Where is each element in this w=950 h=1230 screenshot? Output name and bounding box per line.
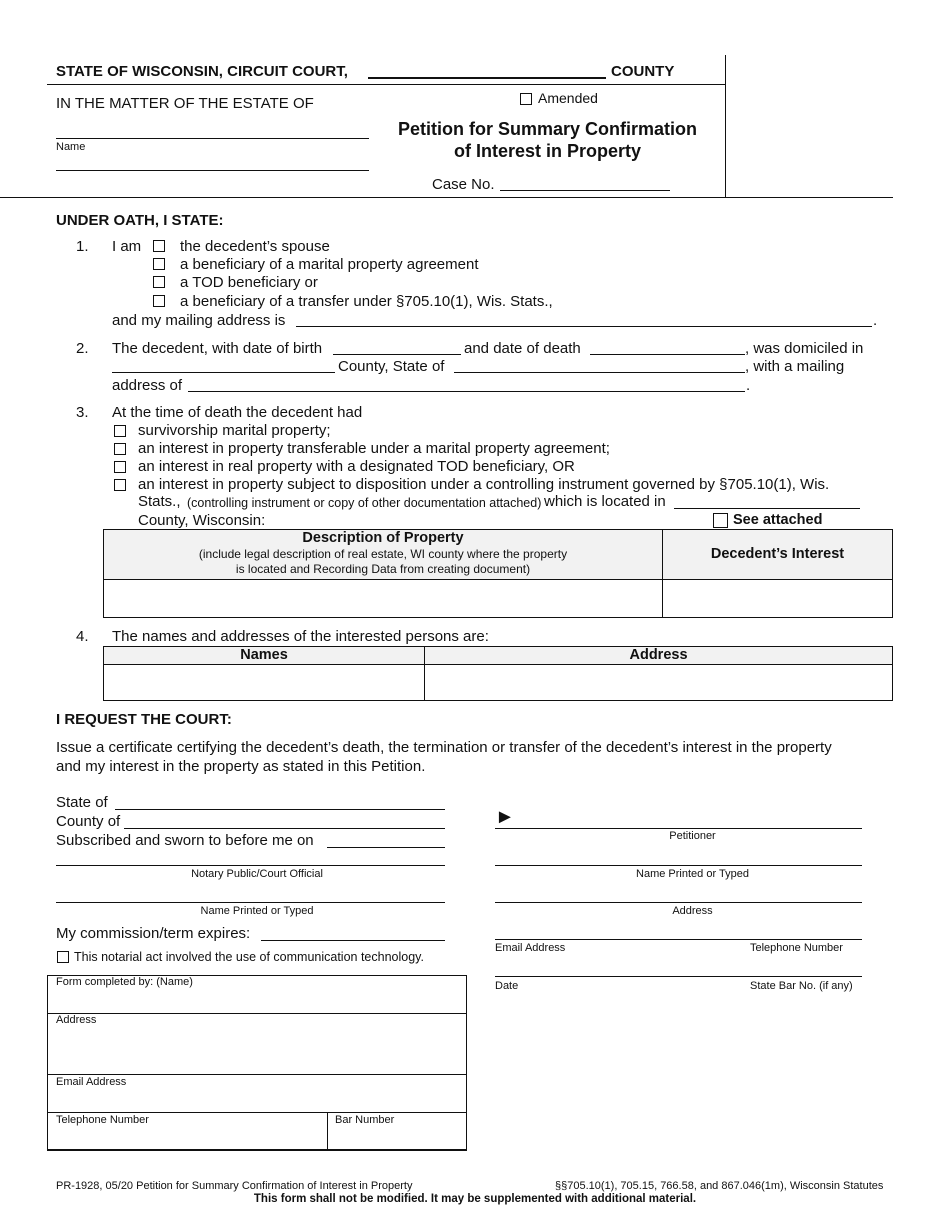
item1-number: 1.: [76, 238, 89, 255]
dob-field[interactable]: [333, 354, 461, 355]
petitioner-address-caption: Address: [672, 905, 713, 917]
county-of-field[interactable]: [124, 828, 445, 829]
mailing-address-field[interactable]: [296, 326, 872, 327]
item1-lead: I am: [112, 238, 142, 255]
spouse-checkbox[interactable]: [153, 240, 165, 252]
real-property-tod-checkbox[interactable]: [114, 461, 126, 473]
form-id: PR-1928, 05/20 Petition for Summary Confirmation of Interest in Property: [56, 1180, 413, 1192]
marital-transfer-checkbox[interactable]: [114, 443, 126, 455]
completed-row-rule-3: [47, 1112, 467, 1113]
amended-label: Amended: [538, 90, 598, 106]
transfer-beneficiary-checkbox[interactable]: [153, 295, 165, 307]
completed-phone-label[interactable]: Telephone Number: [56, 1114, 149, 1126]
address-of-label: address of: [112, 377, 183, 394]
item4-lead: The names and addresses of the interested persons are:: [112, 628, 489, 645]
oath-heading: UNDER OATH, I STATE:: [56, 212, 224, 229]
header-divider: [725, 55, 726, 197]
names-header: Names: [240, 647, 288, 663]
property-table-row[interactable]: [103, 579, 893, 618]
commission-label: My commission/term expires:: [56, 925, 251, 942]
option-tod-beneficiary: a TOD beneficiary or: [180, 274, 318, 291]
subscribed-label: Subscribed and sworn to before me on: [56, 832, 314, 849]
request-line-1: Issue a certificate certifying the decedent’s death, the termination or transfer of the decedent’s interest in the property: [56, 739, 832, 756]
tod-beneficiary-checkbox[interactable]: [153, 276, 165, 288]
petitioner-signature-field[interactable]: [495, 828, 862, 829]
completed-by-name-label[interactable]: Form completed by: (Name): [56, 976, 193, 988]
notary-signature-field[interactable]: [56, 865, 445, 866]
decedent-address-field[interactable]: [188, 391, 745, 392]
comm-tech-label: This notarial act involved the use of communication technology.: [74, 950, 424, 964]
item1-period: .: [873, 312, 878, 329]
option-real-property-tod: an interest in real property with a designated TOD beneficiary, OR: [138, 458, 575, 475]
request-heading: I REQUEST THE COURT:: [56, 711, 232, 728]
county-state-label: County, State of: [338, 358, 445, 375]
completed-row-rule-1: [47, 1013, 467, 1014]
survivorship-checkbox[interactable]: [114, 425, 126, 437]
completed-email-label[interactable]: Email Address: [56, 1076, 127, 1088]
domicile-county-field[interactable]: [112, 372, 335, 373]
commission-field[interactable]: [261, 940, 445, 941]
header-bottom-rule: [0, 197, 893, 198]
comm-tech-checkbox[interactable]: [57, 951, 69, 963]
stats-note: (controlling instrument or copy of other documentation attached): [187, 496, 542, 510]
completed-row-rule-2: [47, 1074, 467, 1075]
name-caption: Name: [56, 141, 86, 153]
footer-notice: This form shall not be modified. It may be supplemented with additional material.: [253, 1193, 697, 1205]
item2-period: .: [746, 377, 751, 394]
option-marital-agreement: a beneficiary of a marital property agreement: [180, 256, 479, 273]
mailing-address-label: and my mailing address is: [112, 312, 286, 329]
state-bar-caption: State Bar No. (if any): [750, 980, 853, 992]
see-attached-label: See attached: [733, 512, 823, 528]
notary-name-caption: Name Printed or Typed: [200, 905, 314, 917]
notary-caption: Notary Public/Court Official: [191, 868, 323, 880]
dod-field[interactable]: [590, 354, 745, 355]
address-header: Address: [629, 647, 688, 663]
notary-name-field[interactable]: [56, 902, 445, 903]
description-header: Description of Property (include legal description of real estate, WI county where the property is located and Recording Data from creating document): [198, 530, 568, 576]
page-title: Petition for Summary Confirmation of Interest in Property: [397, 119, 698, 161]
petitioner-contact-field[interactable]: [495, 939, 862, 940]
item3-lead: At the time of death the decedent had: [112, 404, 363, 421]
with-mailing-label: , with a mailing: [745, 358, 845, 375]
dob-label: The decedent, with date of birth: [112, 340, 323, 357]
domiciled-label: , was domiciled in: [745, 340, 864, 357]
state-of-label: State of: [56, 794, 108, 811]
petitioner-date-field[interactable]: [495, 976, 862, 977]
controlling-instrument-checkbox[interactable]: [114, 479, 126, 491]
item2-number: 2.: [76, 340, 89, 357]
option-survivorship: survivorship marital property;: [138, 422, 331, 439]
petitioner-phone-caption: Telephone Number: [750, 942, 843, 954]
request-line-2: and my interest in the property as stated in this Petition.: [56, 758, 426, 775]
petitioner-date-caption: Date: [495, 980, 519, 992]
completed-bar-number-label[interactable]: Bar Number: [335, 1114, 395, 1126]
petitioner-address-field[interactable]: [495, 902, 862, 903]
signature-arrow-icon: ►: [495, 806, 515, 828]
petitioner-name-caption: Name Printed or Typed: [636, 868, 749, 880]
petitioner-name-field[interactable]: [495, 865, 862, 866]
county-label: COUNTY: [611, 63, 675, 80]
persons-table-row[interactable]: [103, 664, 893, 701]
case-no-label: Case No.: [432, 176, 495, 193]
option-spouse: the decedent’s spouse: [180, 238, 330, 255]
county-wisconsin-label: County, Wisconsin:: [138, 512, 266, 529]
estate-name-field[interactable]: [56, 138, 369, 139]
option-transfer-beneficiary: a beneficiary of a transfer under §705.10(1), Wis. Stats.,: [180, 293, 553, 310]
dod-label: and date of death: [464, 340, 581, 357]
marital-agreement-checkbox[interactable]: [153, 258, 165, 270]
see-attached-checkbox[interactable]: [713, 513, 728, 528]
petitioner-caption: Petitioner: [669, 830, 716, 842]
item4-number: 4.: [76, 628, 89, 645]
state-of-field[interactable]: [115, 809, 445, 810]
option-marital-transfer: an interest in property transferable under a marital property agreement;: [138, 440, 610, 457]
court-prefix: STATE OF WISCONSIN, CIRCUIT COURT,: [56, 63, 348, 80]
subscribed-date-field[interactable]: [327, 847, 445, 848]
item3-number: 3.: [76, 404, 89, 421]
petitioner-email-caption: Email Address: [495, 942, 566, 954]
amended-checkbox[interactable]: [520, 93, 532, 105]
header-rule: [47, 84, 725, 85]
matter-label: IN THE MATTER OF THE ESTATE OF: [56, 95, 314, 112]
county-of-label: County of: [56, 813, 121, 830]
completed-cell-divider: [327, 1112, 328, 1151]
domicile-state-field[interactable]: [454, 372, 745, 373]
option-controlling-instrument: an interest in property subject to disposition under a controlling instrument governed by §705.10(1), Wis.: [138, 476, 830, 493]
stats-label: Stats.,: [138, 493, 181, 510]
property-county-field[interactable]: [674, 508, 860, 509]
statutes: §§705.10(1), 705.15, 766.58, and 867.046(1m), Wisconsin Statutes: [555, 1180, 884, 1192]
property-table-divider: [662, 529, 663, 618]
county-name-field[interactable]: [368, 77, 606, 79]
completed-address-label[interactable]: Address: [56, 1014, 97, 1026]
located-in-label: which is located in: [544, 493, 666, 510]
decedent-interest-header: Decedent’s Interest: [710, 546, 845, 562]
estate-name-field-2[interactable]: [56, 170, 369, 171]
case-no-field[interactable]: [500, 190, 670, 191]
